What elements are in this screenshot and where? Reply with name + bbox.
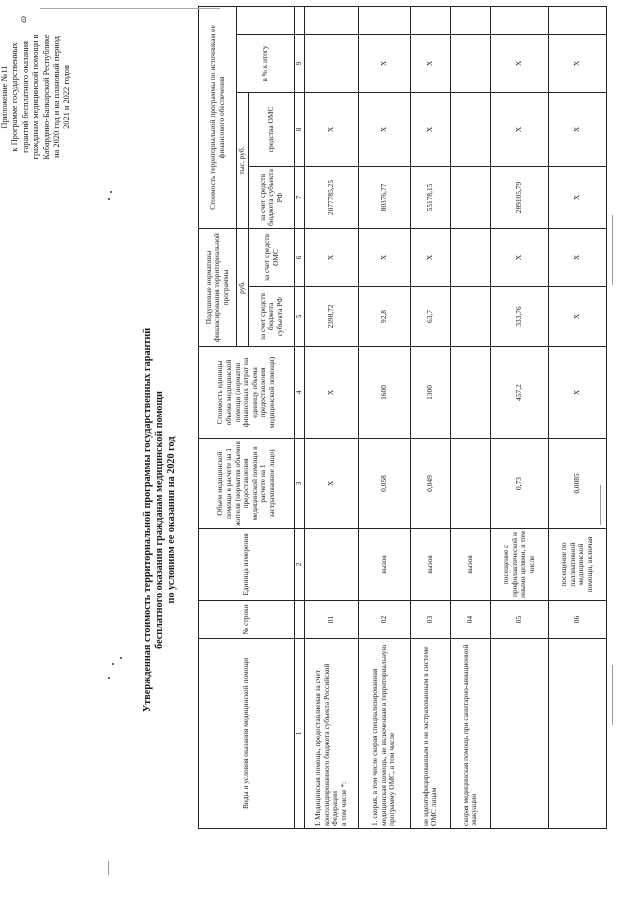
row-unit: вызов bbox=[358, 529, 410, 601]
row-percent bbox=[304, 35, 358, 93]
scan-artifact-dot bbox=[108, 198, 110, 200]
header-line-number: № строки bbox=[199, 601, 295, 639]
appendix-line: на 2020 год и на плановый период bbox=[52, 36, 62, 158]
scan-artifact-line bbox=[108, 861, 109, 875]
row-unit-cost bbox=[450, 347, 490, 439]
row-unit-cost: 1300 bbox=[410, 347, 450, 439]
row-unit-cost: X bbox=[548, 347, 606, 439]
row-cost-oms: X bbox=[490, 93, 548, 167]
row-percent: X bbox=[410, 35, 450, 93]
appendix-line: к Программе государственных bbox=[10, 42, 20, 152]
appendix-line: гражданам медицинской помощи в bbox=[31, 34, 41, 160]
row-kind bbox=[304, 639, 358, 829]
row-percent: X bbox=[548, 35, 606, 93]
handwritten-mark: ɷ bbox=[18, 15, 29, 23]
row-cost-oms bbox=[450, 93, 490, 167]
header-cost-budget: за счет средств бюджета субъекта РФ bbox=[249, 167, 295, 229]
row-line: 01 bbox=[304, 601, 358, 639]
row-line: 02 bbox=[358, 601, 410, 639]
scan-artifact-dot bbox=[112, 663, 114, 665]
title-line: по условиям ее оказания на 2020 год bbox=[166, 436, 177, 604]
column-number: 5 bbox=[295, 287, 305, 347]
row-norm-budget: 2398,72 bbox=[304, 287, 358, 347]
row-volume bbox=[450, 439, 490, 529]
row-kind: скорая медицинская помощь при санитарно-авиационной эвакуации bbox=[450, 639, 490, 829]
row-kind-subtext: в том числе *: bbox=[338, 781, 348, 826]
document-title bbox=[142, 285, 178, 755]
column-number: 8 bbox=[295, 93, 305, 167]
header-empty bbox=[237, 6, 295, 34]
row-norm-oms: X bbox=[410, 229, 450, 287]
row-kind bbox=[490, 639, 548, 829]
row-percent: X bbox=[358, 35, 410, 93]
table-row bbox=[490, 6, 548, 828]
row-cost-budget: X bbox=[548, 167, 606, 229]
row-cost-budget: 2077785,25 bbox=[304, 167, 358, 229]
scan-artifact-dot bbox=[108, 677, 110, 679]
row-norm-budget: 333,76 bbox=[490, 287, 548, 347]
row-empty bbox=[410, 6, 450, 34]
header-norm-budget: за счет средств бюджета субъекта РФ bbox=[249, 287, 295, 347]
column-number: 6 bbox=[295, 229, 305, 287]
row-unit-cost: 1600 bbox=[358, 347, 410, 439]
title-line: бесплатного оказания гражданам медицинской помощи bbox=[154, 391, 165, 649]
row-percent bbox=[450, 35, 490, 93]
column-number: 7 bbox=[295, 167, 305, 229]
row-empty bbox=[304, 6, 358, 34]
row-unit: вызов bbox=[410, 529, 450, 601]
scan-artifact-dot bbox=[110, 191, 112, 193]
column-number: 3 bbox=[295, 439, 305, 529]
row-kind: не идентифицированным и не застрахованным в системе ОМС лицам bbox=[410, 639, 450, 829]
header-unit: Единица измерения bbox=[199, 529, 295, 601]
table-row bbox=[304, 6, 358, 828]
row-percent: X bbox=[490, 35, 548, 93]
scan-artifact-line bbox=[612, 665, 613, 725]
row-norm-oms: X bbox=[304, 229, 358, 287]
row-empty bbox=[358, 6, 410, 34]
row-cost-budget: 55178,15 bbox=[410, 167, 450, 229]
header-norm-oms: за счет средств ОМС bbox=[249, 229, 295, 287]
column-number bbox=[295, 6, 305, 34]
header-norms-unit: руб. bbox=[237, 229, 249, 347]
appendix-line: гарантий бесплатного оказания bbox=[20, 41, 30, 153]
row-unit: посещение по паллиативной медицинской помощи, включая bbox=[548, 529, 606, 601]
row-norm-oms: X bbox=[490, 229, 548, 287]
column-number: 1 bbox=[295, 639, 305, 829]
header-cost-unit: тыс. руб. bbox=[237, 93, 249, 229]
title-line: Утвержденная стоимость территориальной программы государственных гарантий bbox=[142, 327, 153, 713]
cost-table bbox=[198, 6, 607, 829]
row-unit: вызов bbox=[450, 529, 490, 601]
header-unit-cost: Стоимость единицы объема медицинской помощи (норматив финансовых затрат на единицу объема предоставления медицинской помощи) bbox=[199, 347, 295, 439]
row-line: 06 bbox=[548, 601, 606, 639]
row-volume: 0,73 bbox=[490, 439, 548, 529]
row-norm-budget: 92,8 bbox=[358, 287, 410, 347]
table-row bbox=[410, 6, 450, 828]
row-norm-budget bbox=[450, 287, 490, 347]
row-volume: 0,058 bbox=[358, 439, 410, 529]
row-norm-oms: X bbox=[358, 229, 410, 287]
row-cost-oms: X bbox=[548, 93, 606, 167]
appendix-line: 2021 и 2022 годов bbox=[62, 65, 72, 129]
row-line: 03 bbox=[410, 601, 450, 639]
row-empty bbox=[548, 6, 606, 34]
row-unit-cost: 457,2 bbox=[490, 347, 548, 439]
table-row bbox=[358, 6, 410, 828]
row-unit-cost: X bbox=[304, 347, 358, 439]
row-cost-budget: 289105,79 bbox=[490, 167, 548, 229]
row-cost-budget: 80376,77 bbox=[358, 167, 410, 229]
row-volume: 0,049 bbox=[410, 439, 450, 529]
row-cost-oms: X bbox=[410, 93, 450, 167]
scan-artifact-line bbox=[612, 215, 613, 285]
table-row bbox=[450, 6, 490, 828]
row-cost-oms: X bbox=[304, 93, 358, 167]
header-norms-group: Подушевые нормативы финансирования территориальной программы bbox=[199, 229, 237, 347]
row-line: 05 bbox=[490, 601, 548, 639]
column-number: 2 bbox=[295, 529, 305, 601]
appendix-note bbox=[0, 12, 73, 182]
scan-artifact-line bbox=[600, 485, 601, 525]
column-number: 9 bbox=[295, 35, 305, 93]
table-row bbox=[548, 6, 606, 828]
appendix-line: Приложение №11 bbox=[0, 65, 9, 129]
column-number: 4 bbox=[295, 347, 305, 439]
row-unit: посещение с профилактической и иными целями, в том числе bbox=[490, 529, 548, 601]
row-empty bbox=[450, 6, 490, 34]
column-number bbox=[295, 601, 305, 639]
appendix-line: Кабардино-Балкарской Республике bbox=[41, 34, 51, 160]
row-norm-budget: 63,7 bbox=[410, 287, 450, 347]
row-cost-budget bbox=[450, 167, 490, 229]
row-volume: 0,0085 bbox=[548, 439, 606, 529]
row-cost-oms: X bbox=[358, 93, 410, 167]
row-empty bbox=[490, 6, 548, 34]
scan-artifact-dot bbox=[120, 657, 122, 659]
header-kind: Виды и условия оказания медицинской помощи bbox=[199, 639, 295, 829]
header-cost-oms: средства ОМС bbox=[249, 93, 295, 167]
row-norm-oms bbox=[450, 229, 490, 287]
row-unit bbox=[304, 529, 358, 601]
scan-artifact-line bbox=[40, 8, 220, 9]
header-cost-group: Стоимость территориальной программы по источникам ее финансового обеспечения bbox=[199, 6, 237, 228]
row-volume: X bbox=[304, 439, 358, 529]
row-norm-budget: X bbox=[548, 287, 606, 347]
row-norm-oms: X bbox=[548, 229, 606, 287]
header-percent: в % к итогу bbox=[237, 35, 295, 93]
row-kind: 1. скорая, в том числе скорая специализированная медицинская помощь, не включенная в территориальную программу ОМС, в том числе bbox=[358, 639, 410, 829]
row-kind bbox=[548, 639, 606, 829]
header-volume: Объем медицинской помощи в расчете на 1 жителя (норматив объемов предоставления медицинской помощи в расчете на 1 застрахованное лицо) bbox=[199, 439, 295, 529]
row-kind-text: I. Медицинская помощь, предоставляемая за счет консолидированного бюджета субъекта Российской Федерации bbox=[312, 663, 340, 826]
row-line: 04 bbox=[450, 601, 490, 639]
